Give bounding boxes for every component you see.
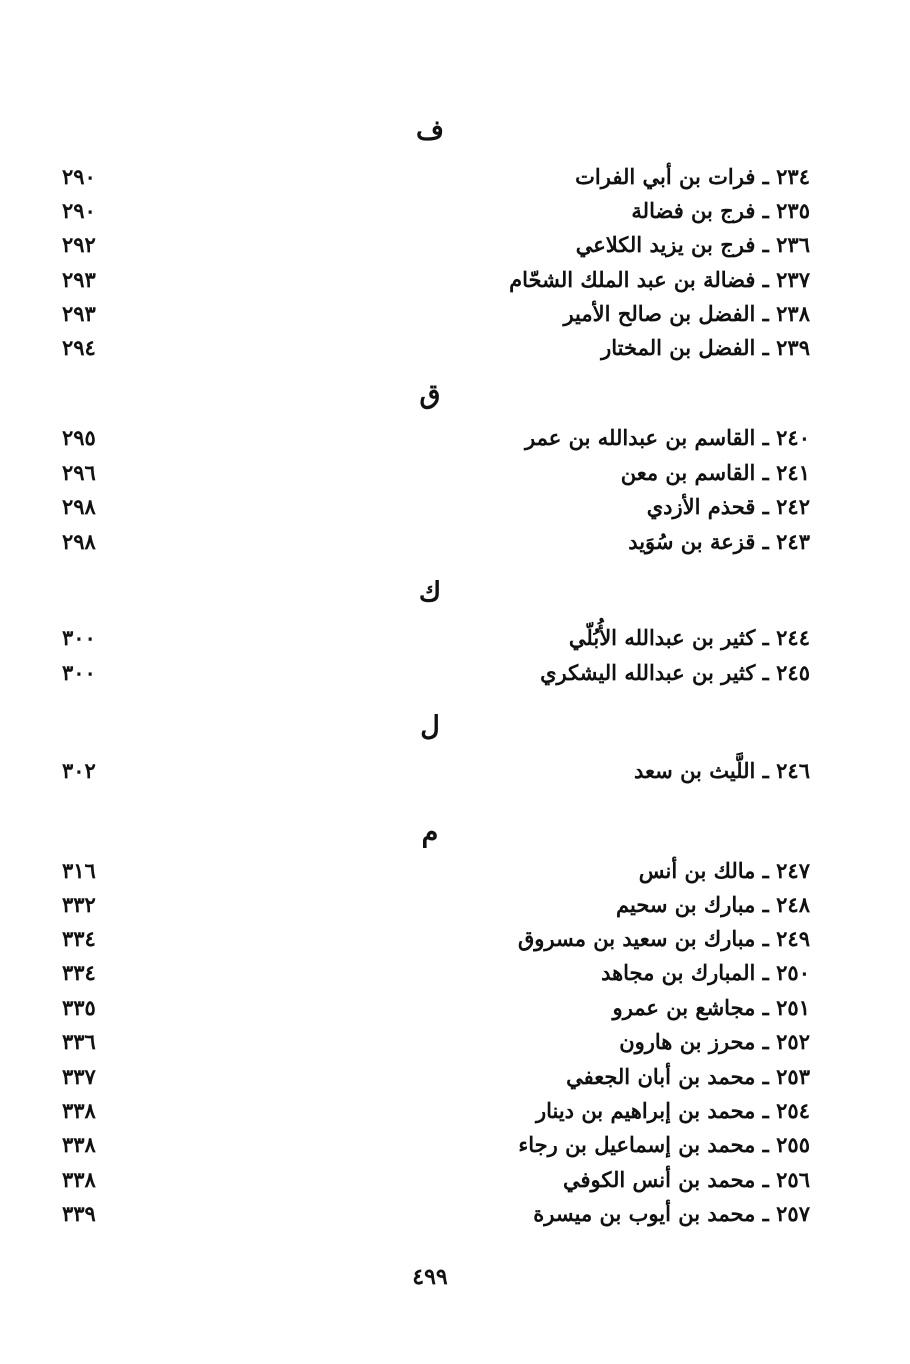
- entry-number: ٢٥٠: [776, 960, 810, 985]
- entry-page-number: ٣٣٢: [62, 892, 96, 917]
- entry-text: [536, 1095, 810, 1127]
- index-entry: [50, 992, 810, 1024]
- entry-separator: ـ: [755, 926, 777, 951]
- entry-name: فرج بن يزيد الكلاعي: [575, 232, 756, 257]
- entry-number: ٢٤٧: [776, 858, 810, 883]
- entry-separator: ـ: [755, 335, 777, 360]
- entry-page-number: ٣٣٤: [62, 960, 96, 985]
- entry-number: ٢٣٨: [776, 301, 810, 326]
- entry-number: ٢٤٨: [776, 892, 810, 917]
- entry-name: محمد بن إسماعيل بن رجاء: [518, 1132, 756, 1157]
- entry-page-number: ٢٩٥: [62, 425, 96, 450]
- entry-page-number: ٣٠٠: [62, 660, 96, 685]
- entry-text: [619, 1026, 810, 1058]
- entry-page-number: ٢٩٤: [62, 335, 96, 360]
- entry-number: ٢٣٧: [776, 267, 810, 292]
- index-entry: [50, 332, 810, 364]
- entry-number: ٢٤٠: [776, 425, 810, 450]
- entry-number: ٢٣٤: [776, 164, 810, 189]
- entry-text: [533, 1198, 810, 1230]
- entry-text: [621, 457, 810, 489]
- entry-number: ٢٥٣: [776, 1064, 810, 1089]
- entry-number: ٢٤٢: [776, 494, 810, 519]
- entry-text: [647, 491, 810, 523]
- entry-text: [639, 855, 810, 887]
- entry-separator: ـ: [755, 758, 777, 783]
- entry-number: ٢٤٣: [776, 529, 810, 554]
- entry-number: ٢٥٧: [776, 1201, 810, 1226]
- index-entry: [50, 1164, 810, 1196]
- entry-text: [566, 1061, 810, 1093]
- entry-page-number: ٢٩٣: [62, 267, 96, 292]
- entry-page-number: ٣٣٨: [62, 1167, 96, 1192]
- entry-separator: ـ: [755, 1098, 777, 1123]
- entry-text: [634, 755, 810, 787]
- entry-name: فضالة بن عبد الملك الشحّام: [509, 267, 756, 292]
- index-entry: [50, 1061, 810, 1093]
- entry-separator: ـ: [755, 232, 777, 257]
- entry-name: قزعة بن سُوَيد: [628, 529, 756, 554]
- entry-page-number: ٣١٦: [62, 858, 96, 883]
- entry-name: الفضل بن المختار: [601, 335, 756, 360]
- index-entry: [50, 957, 810, 989]
- entry-page-number: ٣٣٨: [62, 1098, 96, 1123]
- index-entry: [50, 1198, 810, 1230]
- entry-name: كثير بن عبدالله اليشكري: [540, 660, 756, 685]
- entry-page-number: ٣٣٧: [62, 1064, 96, 1089]
- index-entry: [50, 161, 810, 193]
- entry-text: [563, 298, 810, 330]
- entry-text: [613, 992, 810, 1024]
- index-entry: [50, 622, 810, 654]
- entry-separator: ـ: [755, 858, 777, 883]
- entry-text: [601, 957, 810, 989]
- entry-number: ٢٥٢: [776, 1029, 810, 1054]
- entry-separator: ـ: [755, 267, 777, 292]
- index-entry: [50, 457, 810, 489]
- entry-name: محرز بن هارون: [619, 1029, 756, 1054]
- entry-page-number: ٣٣٦: [62, 1029, 96, 1054]
- entry-text: [616, 889, 810, 921]
- entry-text: [628, 526, 810, 558]
- section-letter-lam: ل: [420, 711, 440, 742]
- index-entry: [50, 1095, 810, 1127]
- section-letter-qaf: ق: [419, 379, 441, 410]
- entry-name: فرج بن فضالة: [631, 198, 756, 223]
- index-entry: [50, 422, 810, 454]
- page-number-footer: ٤٩٩: [412, 1264, 448, 1290]
- entry-text: [576, 229, 810, 261]
- entry-separator: ـ: [755, 892, 777, 917]
- entry-number: ٢٥٤: [776, 1098, 810, 1123]
- entry-separator: ـ: [755, 529, 777, 554]
- entry-page-number: ٢٩٠: [62, 198, 96, 223]
- index-entry: [50, 298, 810, 330]
- index-entry: [50, 755, 810, 787]
- section-letter-mim: م: [421, 817, 439, 848]
- entry-separator: ـ: [755, 1167, 777, 1192]
- entry-page-number: ٢٩٨: [62, 529, 96, 554]
- entry-page-number: ٢٩٣: [62, 301, 96, 326]
- entry-separator: ـ: [755, 1201, 777, 1226]
- entry-page-number: ٣٣٨: [62, 1132, 96, 1157]
- section-letter-kaf: ك: [418, 577, 442, 608]
- entry-separator: ـ: [755, 625, 777, 650]
- entry-number: ٢٤٥: [776, 660, 810, 685]
- entry-separator: ـ: [755, 1132, 777, 1157]
- index-entry: [50, 923, 810, 955]
- entry-name: مبارك بن سحيم: [616, 892, 756, 917]
- entry-page-number: ٢٩٦: [62, 460, 96, 485]
- entry-separator: ـ: [755, 1064, 777, 1089]
- entry-text: [518, 923, 810, 955]
- entry-separator: ـ: [755, 198, 777, 223]
- entry-name: كثير بن عبدالله الأُبُلّي: [568, 625, 756, 650]
- entry-text: [569, 622, 810, 654]
- section-letter-fa: ف: [416, 115, 444, 146]
- entry-number: ٢٥٥: [776, 1132, 810, 1157]
- entry-separator: ـ: [755, 494, 777, 519]
- index-entry: [50, 229, 810, 261]
- entry-page-number: ٢٩٠: [62, 164, 96, 189]
- index-entry: [50, 1026, 810, 1058]
- entry-text: [563, 1164, 810, 1196]
- entry-name: قحذم الأزدي: [646, 494, 756, 519]
- entry-separator: ـ: [755, 660, 777, 685]
- entry-separator: ـ: [755, 460, 777, 485]
- entry-name: محمد بن إبراهيم بن دينار: [535, 1098, 756, 1123]
- entry-page-number: ٣٠٠: [62, 625, 96, 650]
- entry-page-number: ٣٣٤: [62, 926, 96, 951]
- entry-text: [509, 264, 810, 296]
- index-entry: [50, 889, 810, 921]
- entry-separator: ـ: [755, 1029, 777, 1054]
- entry-name: مجاشع بن عمرو: [612, 995, 756, 1020]
- entry-page-number: ٢٩٨: [62, 494, 96, 519]
- entry-number: ٢٥٦: [776, 1167, 810, 1192]
- entry-text: [540, 657, 810, 689]
- entry-separator: ـ: [755, 301, 777, 326]
- entry-text: [575, 161, 810, 193]
- index-entry: [50, 1129, 810, 1161]
- entry-name: فرات بن أبي الفرات: [575, 164, 756, 189]
- index-entry: [50, 855, 810, 887]
- entry-text: [601, 332, 810, 364]
- entry-name: مبارك بن سعيد بن مسروق: [517, 926, 756, 951]
- entry-page-number: ٣٠٢: [62, 758, 96, 783]
- index-entry: [50, 526, 810, 558]
- index-entry: [50, 264, 810, 296]
- entry-page-number: ٣٣٥: [62, 995, 96, 1020]
- entry-text: [518, 1129, 810, 1161]
- entry-page-number: ٢٩٢: [62, 232, 96, 257]
- entry-number: ٢٤٩: [776, 926, 810, 951]
- entry-number: ٢٣٩: [776, 335, 810, 360]
- entry-text: [631, 195, 810, 227]
- entry-name: محمد بن أبان الجعفي: [566, 1064, 756, 1089]
- entry-name: محمد بن أيوب بن ميسرة: [533, 1201, 756, 1226]
- entry-page-number: ٣٣٩: [62, 1201, 96, 1226]
- entry-text: [525, 422, 810, 454]
- index-entry: [50, 491, 810, 523]
- entry-name: الفضل بن صالح الأمير: [563, 301, 756, 326]
- entry-name: القاسم بن معن: [620, 460, 756, 485]
- entry-separator: ـ: [755, 425, 777, 450]
- entry-name: المبارك بن مجاهد: [601, 960, 756, 985]
- entry-number: ٢٣٥: [776, 198, 810, 223]
- entry-separator: ـ: [755, 995, 777, 1020]
- entry-name: اللَّيث بن سعد: [634, 758, 756, 783]
- entry-name: مالك بن أنس: [638, 858, 756, 883]
- entry-separator: ـ: [755, 960, 777, 985]
- entry-number: ٢٤١: [776, 460, 810, 485]
- entry-name: القاسم بن عبدالله بن عمر: [525, 425, 756, 450]
- entry-number: ٢٤٦: [776, 758, 810, 783]
- entry-number: ٢٣٦: [776, 232, 810, 257]
- entry-name: محمد بن أنس الكوفي: [562, 1167, 756, 1192]
- entry-number: ٢٥١: [776, 995, 810, 1020]
- index-entry: [50, 657, 810, 689]
- index-entry: [50, 195, 810, 227]
- entry-separator: ـ: [755, 164, 777, 189]
- entry-number: ٢٤٤: [776, 625, 810, 650]
